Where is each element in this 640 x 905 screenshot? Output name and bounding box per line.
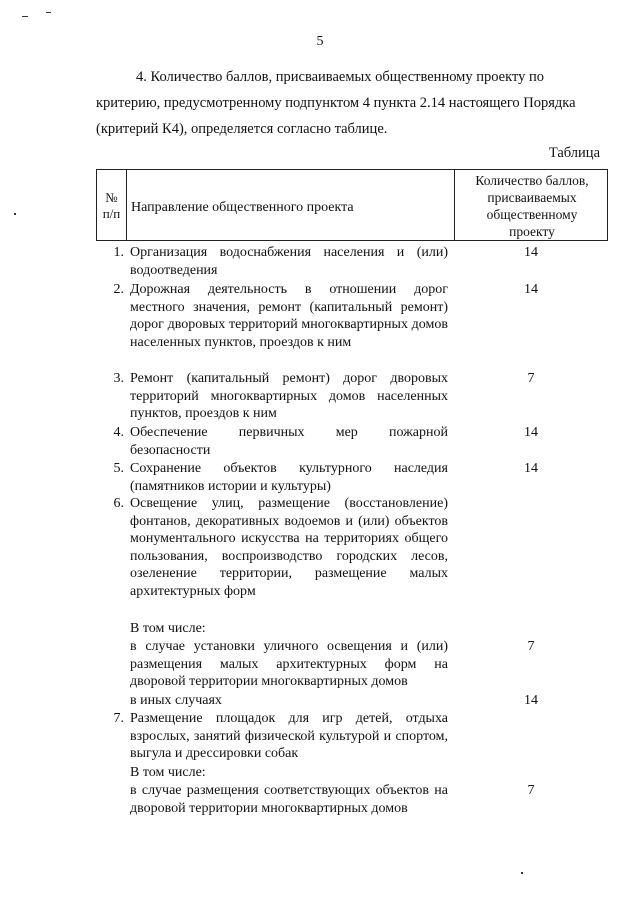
scan-mark	[22, 16, 28, 17]
intro-line: (критерий К4), определяется согласно таблице.	[96, 121, 388, 137]
table-header	[96, 169, 608, 241]
header-direction: Направление общественного проекта	[131, 200, 354, 215]
scan-mark	[521, 872, 523, 874]
row-points: 14	[524, 425, 538, 440]
row-points: 14	[524, 245, 538, 260]
row-points: 14	[524, 693, 538, 708]
row-text: В том числе:	[130, 765, 206, 780]
scan-mark	[14, 213, 16, 215]
row-points: 7	[527, 371, 535, 386]
row-text: в иных случаях	[130, 693, 222, 708]
row-text: Дорожная деятельность в отношении дорог местного значения, ремонт (капитальный ремонт) дорог дворовых территорий многоквартирных домов населенных пунктов, проездов к ним	[130, 282, 448, 350]
row-text: Обеспечение первичных мер пожарной безопасности	[130, 425, 448, 458]
row-text: в случае установки уличного освещения и (или) размещения малых архитектурных форм на дворовой территории многоквартирных домов	[130, 639, 448, 689]
row-text: Организация водоснабжения населения и (или) водоотведения	[130, 245, 448, 278]
header-number: № п/п	[102, 190, 121, 221]
intro-paragraph	[96, 64, 600, 142]
row-number: 7.	[113, 711, 124, 726]
row-text: В том числе:	[130, 621, 206, 636]
row-text: Размещение площадок для игр детей, отдыха взрослых, занятий физической культурой и спортом, выгула и дрессировки собак	[130, 711, 448, 761]
row-number: 2.	[113, 282, 124, 297]
row-points: 7	[527, 639, 535, 654]
header-points: Количество баллов, присваиваемых общественному проекту	[475, 173, 589, 239]
table-label: Таблица	[548, 145, 600, 161]
row-number: 4.	[113, 425, 124, 440]
intro-line: 4. Количество баллов, присваиваемых общественному проекту по	[136, 69, 544, 85]
column-divider	[126, 170, 127, 240]
row-text: в случае размещения соответствующих объектов на дворовой территории многоквартирных домов	[130, 783, 448, 816]
row-number: 5.	[113, 461, 124, 476]
row-points: 14	[524, 282, 538, 297]
row-number: 6.	[113, 496, 124, 511]
row-points: 7	[527, 783, 535, 798]
scan-mark	[46, 12, 51, 13]
intro-line: критерию, предусмотренному подпунктом 4 пункта 2.14 настоящего Порядка	[96, 95, 576, 111]
row-number: 3.	[113, 371, 124, 386]
row-text: Ремонт (капитальный ремонт) дорог дворовых территорий многоквартирных домов населенных пунктов, проездов к ним	[130, 371, 448, 421]
row-points: 14	[524, 461, 538, 476]
page-number: 5	[316, 34, 324, 49]
row-text: Сохранение объектов культурного наследия (памятников истории и культуры)	[130, 461, 448, 494]
row-text: Освещение улиц, размещение (восстановление) фонтанов, декоративных водоемов и (или) объектов монументального искусства на территориях общего пользования, воспроизводство городских лесов, озеленение территории, размещение малых архитектурных форм	[130, 496, 448, 599]
row-number: 1.	[113, 245, 124, 260]
